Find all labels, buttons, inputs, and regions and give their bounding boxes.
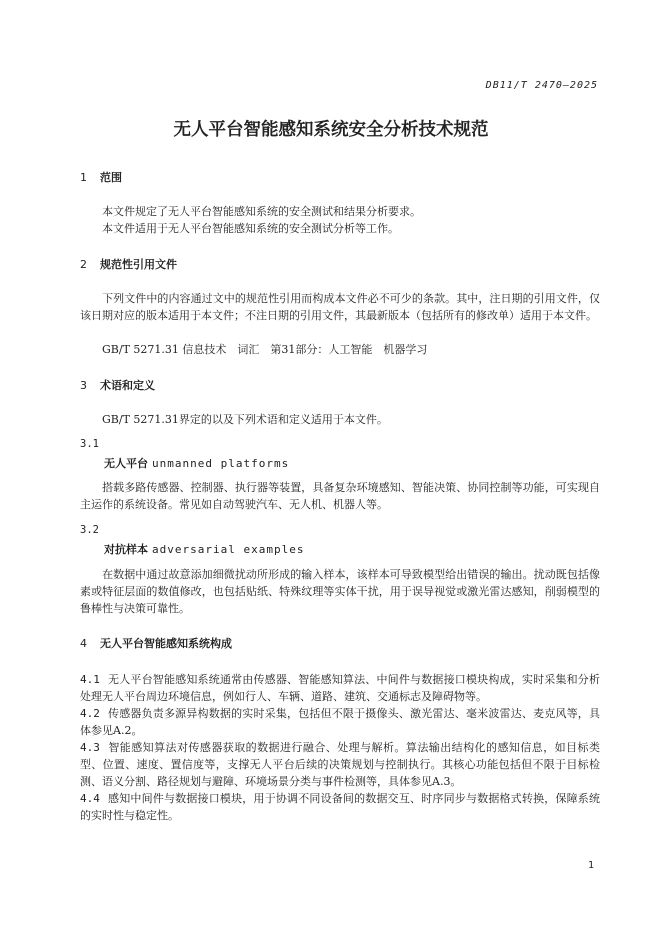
term-en: adversarial examples bbox=[152, 543, 305, 556]
section-number: 1 bbox=[80, 171, 87, 184]
clause-number: 4.4 bbox=[80, 792, 100, 805]
section-title: 规范性引用文件 bbox=[100, 258, 177, 271]
clause bbox=[80, 671, 600, 705]
clause bbox=[80, 705, 600, 739]
page-number: 1 bbox=[587, 860, 594, 871]
clause-text: 无人平台智能感知系统通常由传感器、智能感知算法、中间件与数据接口模块构成，实时采集和分析处理无人平台周边环境信息，例如行人、车辆、道路、建筑、交通标志及障碍物等。 bbox=[80, 673, 600, 703]
paragraph-text: GB/T 5271.31界定的以及下列术语和定义适用于本文件。 bbox=[102, 413, 388, 426]
definition-text: 在数据中通过故意添加细微扰动所形成的输入样本，该样本可导致模型给出错误的输出。扰动既包括像素或特征层面的数值修改，也包括贴纸、特殊纹理等实体干扰，用于误导视觉或激光雷达感知，削弱模型的鲁棒性与决策可靠性。 bbox=[80, 568, 600, 615]
paragraph-text: 本文件规定了无人平台智能感知系统的安全测试和结果分析要求。 bbox=[102, 205, 421, 218]
term-number: 3.2 bbox=[80, 524, 99, 536]
section-number: 4 bbox=[80, 637, 87, 650]
paragraph bbox=[80, 220, 600, 237]
paragraph-text: 下列文件中的内容通过文中的规范性引用而构成本文件必不可少的条款。其中，注日期的引用文件，仅该日期对应的版本适用于本文件；不注日期的引用文件，其最新版本（包括所有的修改单）适用于本文件。 bbox=[80, 292, 600, 322]
section-title: 范围 bbox=[100, 171, 122, 184]
term-definition bbox=[80, 479, 600, 513]
document-number: DB11/T 2470—2025 bbox=[485, 80, 598, 91]
term-entry bbox=[104, 455, 289, 471]
clause bbox=[80, 739, 600, 790]
clause bbox=[80, 790, 600, 824]
section-heading-2 bbox=[80, 256, 177, 272]
paragraph bbox=[80, 203, 600, 220]
page-title: 无人平台智能感知系统安全分析技术规范 bbox=[173, 120, 489, 140]
paragraph-text: 本文件适用于无人平台智能感知系统的安全测试分析等工作。 bbox=[102, 222, 399, 235]
section-heading-1 bbox=[80, 169, 122, 185]
term-number: 3.1 bbox=[80, 438, 99, 450]
section-title: 术语和定义 bbox=[100, 379, 155, 392]
clause-text: 感知中间件与数据接口模块，用于协调不同设备间的数据交互、时序同步与数据格式转换，保障系统的实时性与稳定性。 bbox=[80, 792, 600, 822]
term-entry bbox=[104, 541, 304, 557]
section-number: 3 bbox=[80, 379, 87, 392]
clause-number: 4.2 bbox=[80, 707, 100, 720]
normative-reference bbox=[80, 341, 600, 358]
term-zh: 无人平台 bbox=[104, 457, 148, 470]
section-title: 无人平台智能感知系统构成 bbox=[100, 637, 232, 650]
term-zh: 对抗样本 bbox=[104, 543, 148, 556]
section-heading-4 bbox=[80, 635, 232, 651]
clause-number: 4.3 bbox=[80, 741, 100, 754]
clause-text: 传感器负责多源异构数据的实时采集，包括但不限于摄像头、激光雷达、毫米波雷达、麦克风等，具体参见A.2。 bbox=[80, 707, 600, 737]
term-en: unmanned platforms bbox=[152, 457, 290, 470]
clause-text: 智能感知算法对传感器获取的数据进行融合、处理与解析。算法输出结构化的感知信息，如目标类型、位置、速度、置信度等，支撑无人平台后续的决策规划与控制执行。其核心功能包括但不限于目标检测、语义分割、路径规划与避障、环境场景分类与事件检测等，具体参见A.3。 bbox=[80, 741, 600, 788]
paragraph bbox=[80, 290, 600, 324]
paragraph bbox=[80, 411, 600, 428]
section-number: 2 bbox=[80, 258, 87, 271]
term-definition bbox=[80, 566, 600, 617]
clause-number: 4.1 bbox=[80, 673, 100, 686]
definition-text: 搭载多路传感器、控制器、执行器等装置，具备复杂环境感知、智能决策、协同控制等功能，可实现自主运作的系统设备。常见如自动驾驶汽车、无人机、机器人等。 bbox=[80, 481, 600, 511]
reference-text: GB/T 5271.31 信息技术 词汇 第31部分：人工智能 机器学习 bbox=[102, 343, 428, 356]
section-heading-3 bbox=[80, 377, 155, 393]
